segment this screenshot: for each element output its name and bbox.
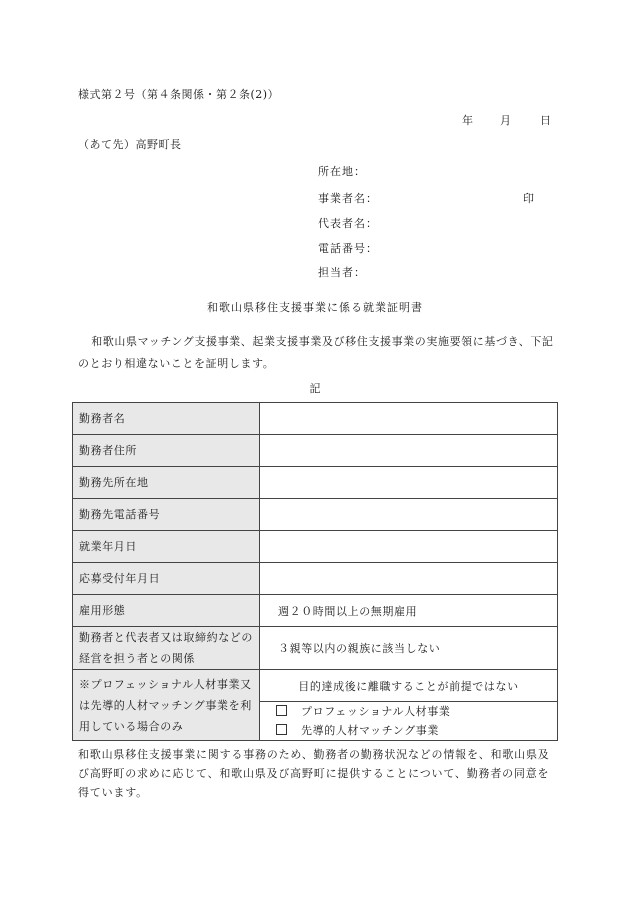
professional-label: ※プロフェッショナル人材事業又は先導的人材マッチング事業を利用している場合のみ xyxy=(73,670,260,741)
option-professional[interactable] xyxy=(276,702,551,721)
employment-type-label: 雇用形態 xyxy=(73,595,260,627)
workplace-address-cell[interactable] xyxy=(260,467,558,499)
table-row xyxy=(73,403,558,435)
table-row xyxy=(73,595,558,627)
employment-date-cell[interactable] xyxy=(260,531,558,563)
business-name-field-label: 事業者名： xyxy=(318,192,378,205)
workplace-address-label: 勤務先所在地 xyxy=(73,467,260,499)
ki-heading: 記 xyxy=(309,382,321,395)
intro-paragraph xyxy=(78,331,558,375)
table-row xyxy=(73,670,558,702)
relation-label: 勤務者と代表者又は取締約などの経営を担う者との関係 xyxy=(73,627,260,670)
date-day-label: 日 xyxy=(540,114,551,127)
worker-name-cell[interactable] xyxy=(260,403,558,435)
form-number: 様式第２号（第４条関係・第２条(2)） xyxy=(78,88,280,101)
option-professional-label: プロフェッショナル人材事業 xyxy=(301,705,451,718)
option-leading[interactable] xyxy=(276,721,551,740)
seal-mark: 印 xyxy=(523,192,534,205)
employment-type-value: 週２０時間以上の無期雇用 xyxy=(260,595,558,627)
document-title: 和歌山県移住支援事業に係る就業証明書 xyxy=(207,301,423,314)
checkbox-icon[interactable] xyxy=(276,705,287,716)
intro-text: 和歌山県マッチング支援事業、起業支援事業及び移住支援事業の実施要領に基づき、下記のとおり相違ないことを証明します。 xyxy=(78,335,554,370)
representative-field-label: 代表者名： xyxy=(318,217,378,230)
table-row xyxy=(73,563,558,595)
phone-field-label: 電話番号： xyxy=(318,242,378,255)
workplace-phone-label: 勤務先電話番号 xyxy=(73,499,260,531)
relation-value: ３親等以内の親族に該当しない xyxy=(260,627,558,670)
consent-paragraph: 和歌山県移住支援事業に関する事務のため、勤務者の勤務状況などの情報を、和歌山県及び高野町の求めに応じて、和歌山県及び高野町に提供することについて、勤務者の同意を得ています。 xyxy=(78,748,550,799)
option-leading-label: 先導的人材マッチング事業 xyxy=(301,724,439,737)
certificate-table xyxy=(72,402,558,741)
professional-condition: 目的達成後に離職することが前提ではない xyxy=(260,670,558,702)
application-date-cell[interactable] xyxy=(260,563,558,595)
employment-date-label: 就業年月日 xyxy=(73,531,260,563)
worker-address-label: 勤務者住所 xyxy=(73,435,260,467)
program-options xyxy=(260,702,558,741)
date-month-label: 月 xyxy=(500,114,511,127)
worker-name-label: 勤務者名 xyxy=(73,403,260,435)
worker-address-cell[interactable] xyxy=(260,435,558,467)
table-row xyxy=(73,435,558,467)
location-field-label: 所在地： xyxy=(318,165,366,178)
contact-person-field-label: 担当者： xyxy=(318,266,366,279)
table-row xyxy=(73,467,558,499)
application-date-label: 応募受付年月日 xyxy=(73,563,260,595)
checkbox-icon[interactable] xyxy=(276,724,287,735)
date-year-label: 年 xyxy=(462,114,473,127)
table-row xyxy=(73,499,558,531)
table-row xyxy=(73,531,558,563)
workplace-phone-cell[interactable] xyxy=(260,499,558,531)
addressee: （あて先）高野町長 xyxy=(78,138,182,151)
table-row xyxy=(73,627,558,670)
